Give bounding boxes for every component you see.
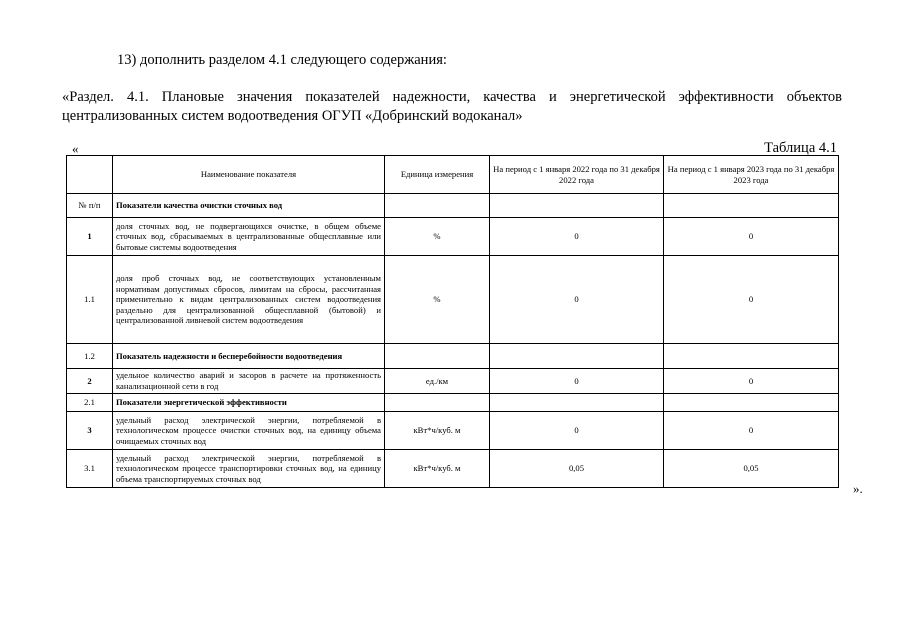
row-name: удельный расход электрической энергии, потребляемой в технологическом процессе очистки сточных вод, на единицу объема очищаемых сточных вод [113, 412, 385, 450]
row-num: 1.2 [67, 344, 113, 369]
indicators-table [66, 155, 839, 488]
row-unit [385, 394, 490, 412]
row-value-2022: 0,05 [490, 450, 664, 488]
row-name: Показатели качества очистки сточных вод [113, 194, 385, 218]
header-period-2023: На период с 1 января 2023 года по 31 декабря 2023 года [664, 156, 839, 194]
table-row [67, 256, 839, 344]
row-value-2023 [664, 344, 839, 369]
row-value-2023: 0 [664, 256, 839, 344]
header-num [67, 156, 113, 194]
row-unit: кВт*ч/куб. м [385, 450, 490, 488]
table-row [67, 369, 839, 394]
row-value-2022 [490, 394, 664, 412]
row-value-2022: 0 [490, 369, 664, 394]
row-unit: кВт*ч/куб. м [385, 412, 490, 450]
row-unit [385, 344, 490, 369]
table-row [67, 218, 839, 256]
header-period-2022: На период с 1 января 2022 года по 31 декабря 2022 года [490, 156, 664, 194]
row-name: доля сточных вод, не подвергающихся очистке, в общем объеме сточных вод, сбрасываемых в централизованные общесплавные или бытовые системы водоотведения [113, 218, 385, 256]
row-num: № п/п [67, 194, 113, 218]
header-unit: Единица измерения [385, 156, 490, 194]
row-num: 2.1 [67, 394, 113, 412]
row-unit: ед./км [385, 369, 490, 394]
table-row [67, 412, 839, 450]
row-num: 3 [67, 412, 113, 450]
row-name: Показатели энергетической эффективности [113, 394, 385, 412]
row-num: 1 [67, 218, 113, 256]
row-num: 2 [67, 369, 113, 394]
quote-close: ». [853, 481, 863, 496]
row-name: доля проб сточных вод, не соответствующих установленным нормативам допустимых сбросов, лимитам на сбросы, рассчитанная применительно к видам централизованных систем водоотведения раздельно для централизованной общесплавной (бытовой) и централизованной ливневой систем водоотведения [113, 256, 385, 344]
row-value-2023 [664, 394, 839, 412]
table-caption: Таблица 4.1 [764, 140, 837, 156]
row-value-2023 [664, 194, 839, 218]
row-value-2023: 0 [664, 218, 839, 256]
row-num: 3.1 [67, 450, 113, 488]
section-heading-paragraph: «Раздел. 4.1. Плановые значения показателей надежности, качества и энергетической эффективности объектов централизованных систем водоотведения ОГУП «Добринский водоканал» [62, 89, 842, 124]
row-name: удельный расход электрической энергии, потребляемой в технологическом процессе транспортировки сточных вод, на единицу объема транспортируемых сточных вод [113, 450, 385, 488]
header-indicator: Наименование показателя [113, 156, 385, 194]
row-unit: % [385, 218, 490, 256]
row-value-2023: 0 [664, 369, 839, 394]
table-row [67, 194, 839, 218]
paragraph-13: 13) дополнить разделом 4.1 следующего содержания: [117, 52, 447, 68]
row-value-2023: 0,05 [664, 450, 839, 488]
row-value-2022: 0 [490, 412, 664, 450]
quote-open: « [72, 141, 79, 156]
row-unit: % [385, 256, 490, 344]
row-name: удельное количество аварий и засоров в расчете на протяженность канализационной сети в год [113, 369, 385, 394]
row-value-2022: 0 [490, 218, 664, 256]
row-value-2023: 0 [664, 412, 839, 450]
table-header-row [67, 156, 839, 194]
table-row [67, 344, 839, 369]
row-name: Показатель надежности и бесперебойности водоотведения [113, 344, 385, 369]
row-unit [385, 194, 490, 218]
row-value-2022: 0 [490, 256, 664, 344]
table-row [67, 394, 839, 412]
row-value-2022 [490, 194, 664, 218]
row-value-2022 [490, 344, 664, 369]
table-row [67, 450, 839, 488]
row-num: 1.1 [67, 256, 113, 344]
